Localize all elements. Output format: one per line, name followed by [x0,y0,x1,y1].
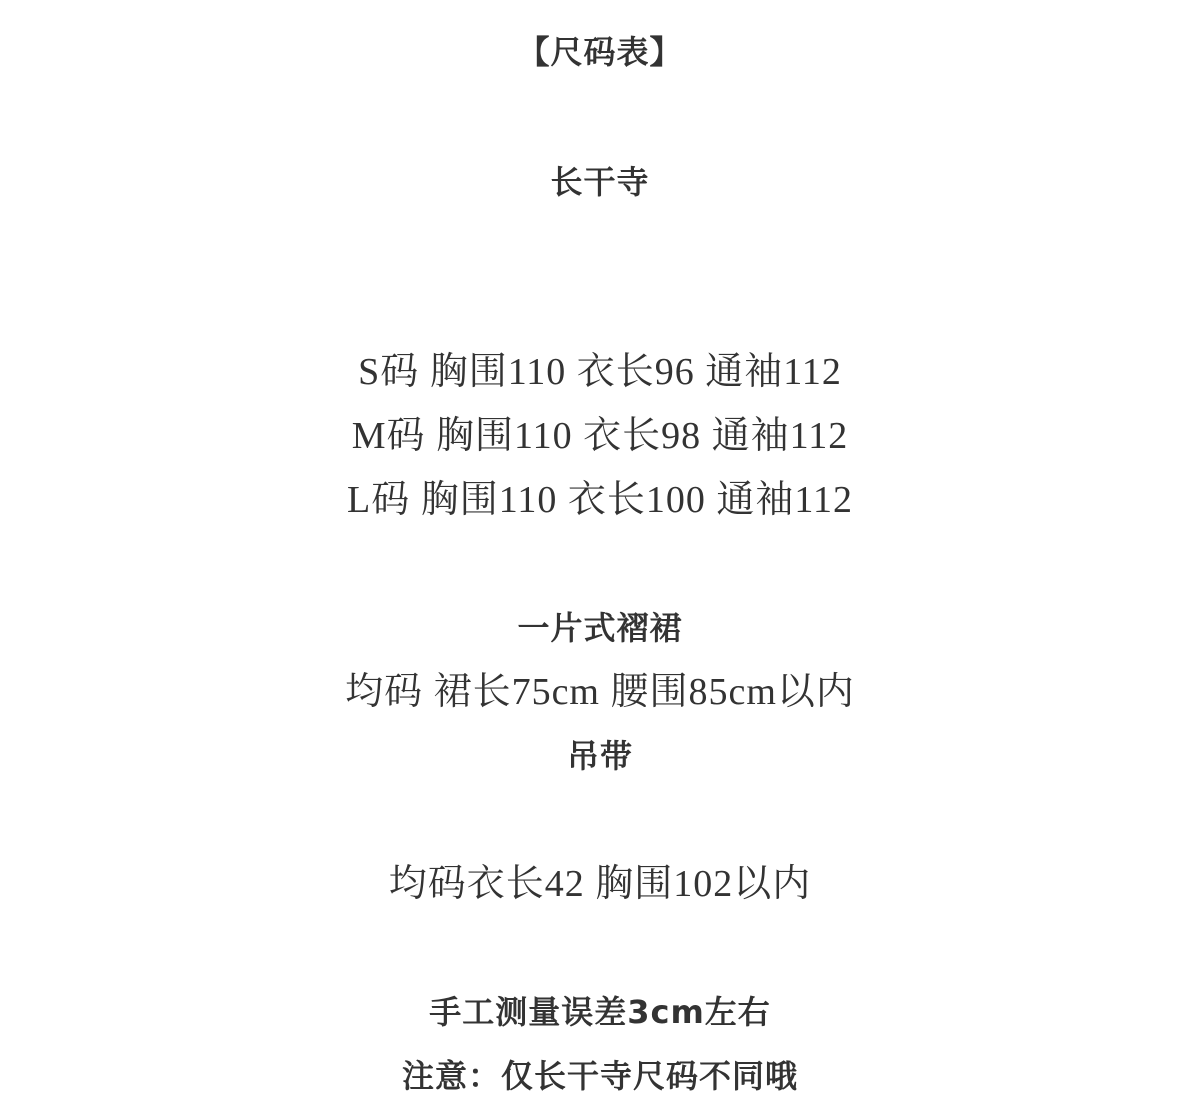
strap-top-size-row: 均码衣长42 胸围102以内 [388,863,812,905]
section-title-strap-top: 吊带 [566,737,633,775]
measurement-error-note: 手工测量误差3cm左右 [429,993,771,1031]
page-title: 【尺码表】 [517,33,683,71]
section-title-pleated-skirt: 一片式褶裙 [517,609,683,647]
section-title-long-gown: 长干寺 [550,163,650,201]
skirt-size-row: 均码 裙长75cm 腰围85cm以内 [345,671,855,713]
attention-note: 注意：仅长干寺尺码不同哦 [401,1057,798,1095]
size-row-m: M码 胸围110 衣长98 通袖112 [351,415,849,457]
size-row-l: L码 胸围110 衣长100 通袖112 [347,479,853,521]
size-row-s: S码 胸围110 衣长96 通袖112 [358,351,842,393]
